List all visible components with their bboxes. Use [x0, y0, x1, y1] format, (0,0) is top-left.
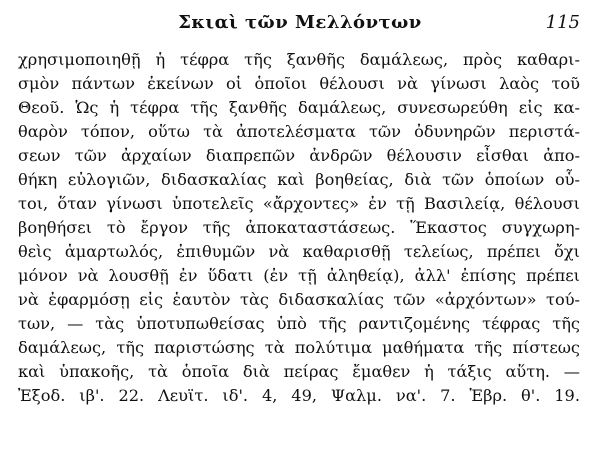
text-line: μόνον νὰ λουσθῇ ἐν ὕδατι (ἐν τῇ ἀληθείᾳ), ἀλλ' ἐπίσης πρέπει	[18, 266, 580, 285]
text-line: θήκη εὐλογιῶν, διδασκαλίας καὶ βοηθείας, διὰ τῶν ὁποίων οὗ-	[18, 170, 580, 189]
text-line: Θεοῦ. Ὡς ἡ τέφρα τῆς ξανθῆς δαμάλεως, συνεσωρεύθη εἰς κα-	[18, 98, 580, 117]
page-header	[0, 10, 600, 36]
body-paragraph	[18, 48, 580, 408]
text-line: θαρὸν τόπον, οὕτω τὰ ἀποτελέσματα τῶν ὀδυνηρῶν περιστά-	[18, 122, 580, 141]
text-line: δαμάλεως, τῆς παριστώσης τὰ πολύτιμα μαθήματα τῆς πίστεως	[18, 338, 580, 357]
text-line: βοηθήσει τὸ ἔργον τῆς ἀποκαταστάσεως. Ἕκαστος συγχωρη-	[18, 218, 580, 237]
text-line: νὰ ἐφαρμόσῃ εἰς ἑαυτὸν τὰς διδασκαλίας τῶν «ἀρχόντων» τού-	[18, 290, 580, 309]
text-line: καὶ ὑπακοῆς, τὰ ὁποῖα διὰ πείρας ἔμαθεν ἡ τάξις αὕτη. —	[18, 362, 580, 381]
page-number: 115	[545, 12, 580, 33]
scripture-references-line: Ἐξοδ. ιβ'. 22. Λευϊτ. ιδ'. 4, 49, Ψαλμ. να'. 7. Ἑβρ. θ'. 19.	[18, 386, 580, 405]
running-title: Σκιαὶ τῶν Μελλόντων	[178, 12, 422, 33]
text-line: θεὶς ἁμαρτωλός, ἐπιθυμῶν νὰ καθαρισθῇ τελείως, πρέπει ὄχι	[18, 242, 580, 261]
text-line: χρησιμοποιηθῇ ἡ τέφρα τῆς ξανθῆς δαμάλεως, πρὸς καθαρι-	[18, 50, 580, 69]
text-line: των, — τὰς ὑποτυπωθείσας ὑπὸ τῆς ραντιζομένης τέφρας τῆς	[18, 314, 580, 333]
text-line: τοι, ὅταν γίνωσι ὑποτελεῖς «ἄρχοντες» ἐν τῇ Βασιλείᾳ, θέλουσι	[18, 194, 580, 213]
text-line: σμὸν πάντων ἐκείνων οἱ ὁποῖοι θέλουσι νὰ γίνωσι λαὸς τοῦ	[18, 74, 580, 93]
text-line: σεων τῶν ἀρχαίων διαπρεπῶν ἀνδρῶν θέλουσιν εἶσθαι ἀπο-	[18, 146, 580, 165]
